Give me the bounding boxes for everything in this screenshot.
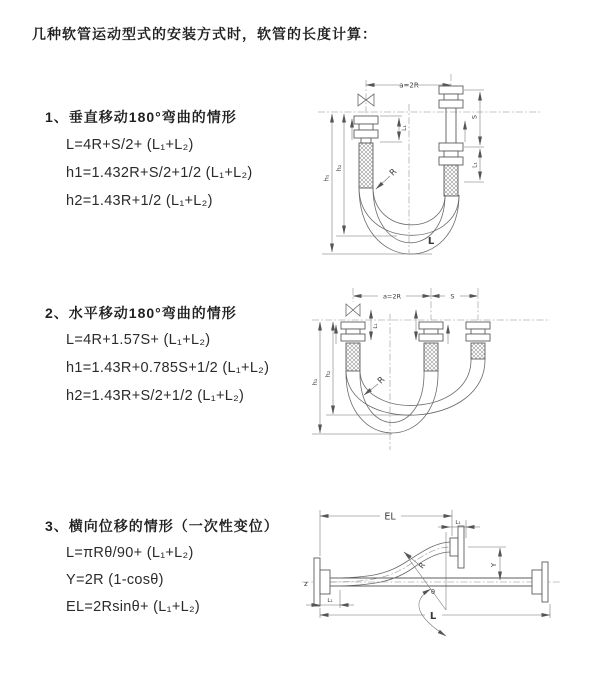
formula-line: Y=2R (1-cosθ): [66, 572, 164, 588]
formula-line: EL=2Rsinθ+ (L₁+L₂): [66, 599, 201, 615]
dim-label-s: S: [450, 292, 455, 301]
dim-label-el: EL: [384, 511, 396, 523]
formula-line: h2=1.43R+S/2+1/2 (L₁+L₂): [66, 388, 245, 404]
dimension-s: [431, 293, 478, 301]
formula-line: h1=1.432R+S/2+1/2 (L₁+L₂): [66, 165, 253, 181]
dim-label-l1: L₁: [327, 598, 333, 604]
hose-s-curve: [330, 542, 450, 586]
dim-label-h1: h₁: [322, 174, 331, 182]
right-pipe-fitting: [466, 322, 490, 359]
dim-label-s: S: [470, 114, 479, 120]
right-pipe-fittings: [439, 86, 463, 196]
dim-label-y: Y: [490, 562, 498, 568]
diagram-vertical-180-bend: [312, 70, 548, 256]
diagram-horizontal-180-bend: [308, 282, 564, 454]
dimension-y: [468, 547, 506, 580]
dim-label-a2r: a=2R: [399, 81, 419, 90]
dim-label-r: R: [387, 166, 400, 179]
angle-theta: [406, 532, 446, 636]
dim-label-l: L: [429, 611, 437, 622]
left-pipe-fitting: [341, 322, 365, 371]
page-title: 几种软管运动型式的安装方式时，软管的长度计算：: [32, 26, 377, 42]
dimension-l1-right: [472, 149, 481, 180]
dim-label-r: R: [375, 374, 388, 387]
dim-label-theta: θ: [431, 588, 435, 596]
dim-label-r: R: [416, 560, 428, 571]
dimension-l1: [371, 310, 416, 340]
left-pipe-fitting: [354, 116, 378, 188]
diagram-lateral-displacement: [300, 502, 600, 644]
formula-line: L=4R+S/2+ (L₁+L₂): [66, 137, 194, 153]
formula-line: h1=1.43R+0.785S+1/2 (L₁+L₂): [66, 360, 270, 376]
section-2-heading: 2、水平移动180°弯曲的情形: [45, 305, 237, 321]
dim-label-h1: h₁: [311, 378, 319, 386]
dim-label-l1: L₁: [471, 162, 479, 168]
dimension-l: [320, 604, 550, 622]
dim-label-l: L: [427, 236, 435, 247]
hose-u-bend: [346, 358, 485, 433]
dimension-a2r: [366, 82, 451, 90]
right-flange: [532, 562, 548, 602]
formula-line: h2=1.43R+1/2 (L₁+L₂): [66, 193, 213, 209]
dim-label-l1: L₁: [401, 125, 408, 131]
radius-leader: [376, 167, 399, 189]
centerlines: [318, 74, 542, 253]
radius-leader: [364, 375, 387, 395]
dim-label-h2: h₂: [324, 370, 332, 378]
dimension-l1-left: [380, 116, 408, 142]
section-1-heading: 1、垂直移动180°弯曲的情形: [45, 109, 237, 125]
formula-line: L=4R+1.57S+ (L₁+L₂): [66, 332, 211, 348]
break-mark: z: [304, 580, 308, 588]
dimension-a2r: [353, 293, 431, 301]
dim-label-a2r: a=2R: [382, 292, 402, 301]
dimension-h2: [324, 322, 413, 415]
middle-pipe-fitting: [419, 322, 443, 371]
dimension-el: [320, 510, 452, 556]
centerlines: [302, 547, 562, 582]
dim-label-l1: L₁: [455, 520, 461, 526]
dim-label-h2: h₂: [335, 164, 343, 172]
valve-icon: [346, 304, 360, 316]
dim-label-l1: L₁: [373, 323, 379, 329]
section-3-heading: 3、横向位移的情形（一次性变位）: [45, 518, 279, 534]
formula-line: L=πRθ/90+ (L₁+L₂): [66, 545, 194, 561]
